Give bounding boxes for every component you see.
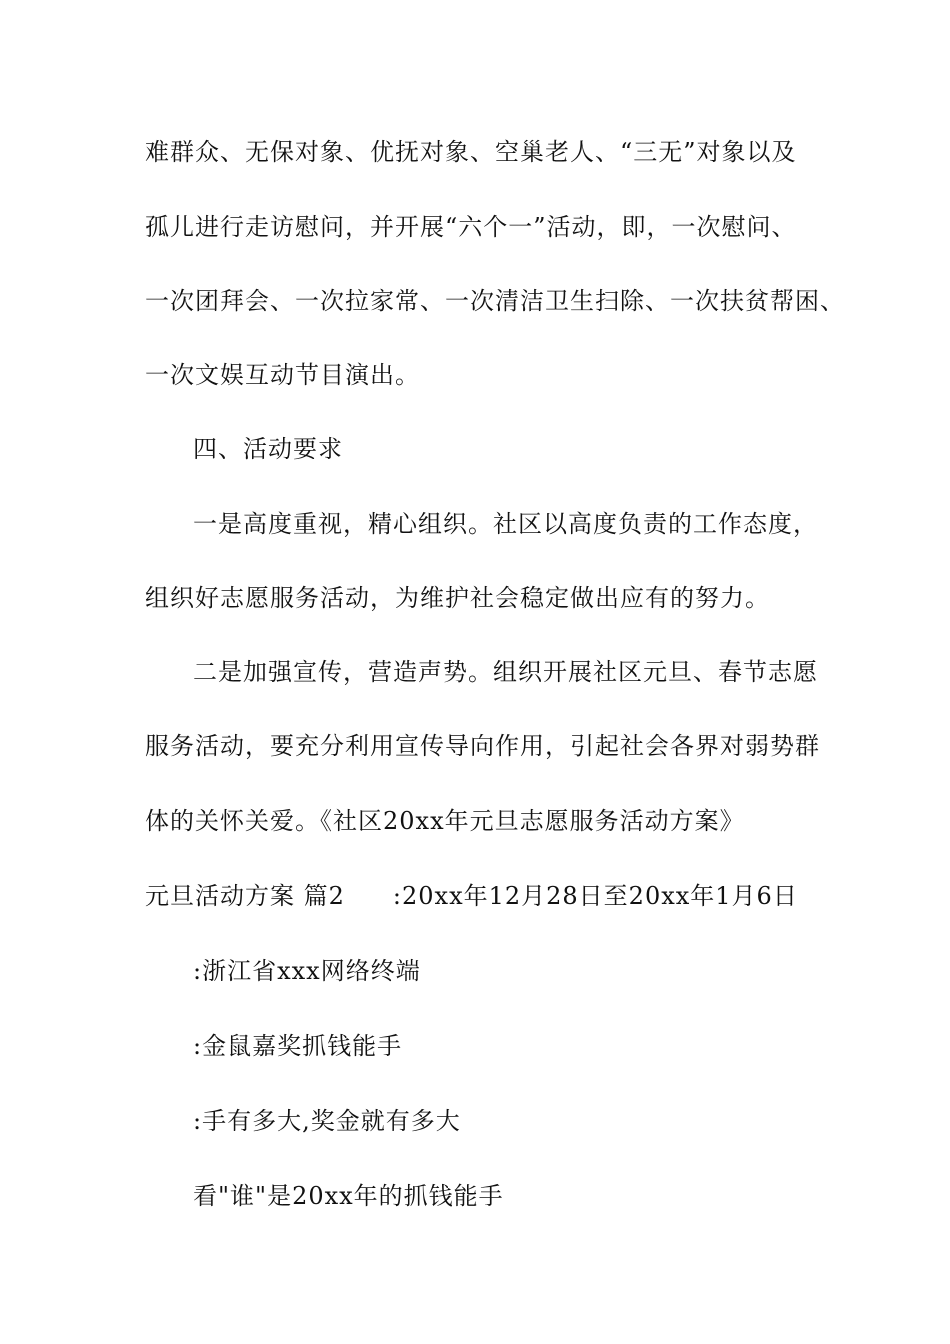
plan-slogan-2: 看"谁"是20xx年的抓钱能手: [193, 1182, 504, 1210]
body-text-line: 一是高度重视，精心组织。社区以高度负责的工作态度，: [193, 510, 818, 538]
plan-slogan: :手有多大,奖金就有多大: [193, 1107, 461, 1135]
plan-title: 元旦活动方案 篇2: [145, 882, 345, 910]
body-text-line: 一次团拜会、一次拉家常、一次清洁卫生扫除、一次扶贫帮困、: [145, 287, 845, 315]
plan-date-range: :20xx年12月28日至20xx年1月6日: [392, 882, 798, 910]
plan-heading-line: [145, 880, 798, 912]
body-text-line: 难群众、无保对象、优抚对象、空巢老人、“三无”对象以及: [145, 138, 797, 166]
body-text-line: 组织好志愿服务活动，为维护社会稳定做出应有的努力。: [145, 584, 770, 612]
body-text-line: 二是加强宣传，营造声势。组织开展社区元旦、春节志愿: [193, 658, 818, 686]
plan-location: :浙江省xxx网络终端: [193, 957, 421, 985]
body-text-line: 体的关怀关爱。《社区20xx年元旦志愿服务活动方案》: [145, 807, 745, 835]
body-text-line: 孤儿进行走访慰问，并开展“六个一”活动，即，一次慰问、: [145, 213, 797, 241]
body-text-line: 一次文娱互动节目演出。: [145, 361, 420, 389]
plan-theme: :金鼠嘉奖抓钱能手: [193, 1032, 403, 1060]
body-text-line: 服务活动，要充分利用宣传导向作用，引起社会各界对弱势群: [145, 732, 820, 760]
section-heading: 四、活动要求: [193, 435, 343, 463]
